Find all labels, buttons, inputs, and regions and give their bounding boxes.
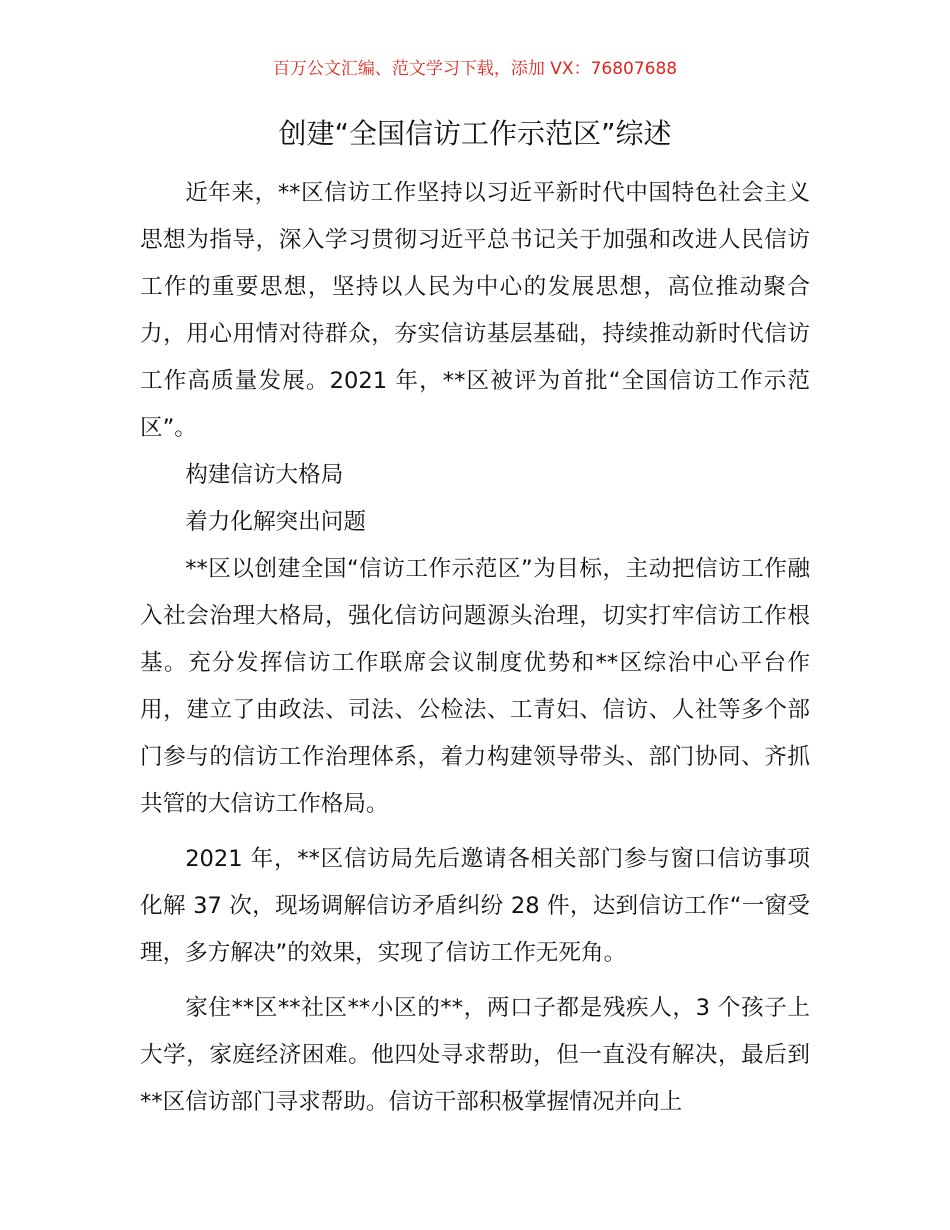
watermark-banner: 百万公文汇编、范文学习下载，添加 VX：76807688 bbox=[272, 59, 678, 79]
paragraph-body: 家住**区**社区**小区的**，两口子都是残疾人，3 个孩子上大学，家庭经济困难。他四处寻求帮助，但一直没有解决，最后到**区信访部门寻求帮助。信访干部积极掌握情况并向上 bbox=[140, 995, 810, 1115]
document-title: 创建“全国信访工作示范区”综述 bbox=[278, 117, 672, 150]
section-heading: 构建信访大格局 bbox=[185, 462, 344, 488]
paragraph-body: 2021 年，**区信访局先后邀请各相关部门参与窗口信访事项化解 37 次，现场调解信访矛盾纠纷 28 件，达到信访工作“一窗受理，多方解决”的效果，实现了信访工作无死角。 bbox=[140, 846, 810, 966]
section-heading: 着力化解突出问题 bbox=[185, 509, 366, 535]
paragraph-body: **区以创建全国“信访工作示范区”为目标，主动把信访工作融入社会治理大格局，强化信访问题源头治理，切实打牢信访工作根基。充分发挥信访工作联席会议制度优势和**区综治中心平台作用，建立了由政法、司法、公检法、工青妇、信访、人社等多个部门参与的信访工作治理体系，着力构建领导带头、部门协同、齐抓共管的大信访工作格局。 bbox=[140, 556, 810, 817]
document-body bbox=[140, 170, 810, 1126]
paragraph-intro: 近年来，**区信访工作坚持以习近平新时代中国特色社会主义思想为指导，深入学习贯彻习近平总书记关于加强和改进人民信访工作的重要思想，坚持以人民为中心的发展思想，高位推动聚合力，用心用情对待群众，夯实信访基层基础，持续推动新时代信访工作高质量发展。2021 年，**区被评为首批“全国信访工作示范区”。 bbox=[140, 180, 810, 441]
